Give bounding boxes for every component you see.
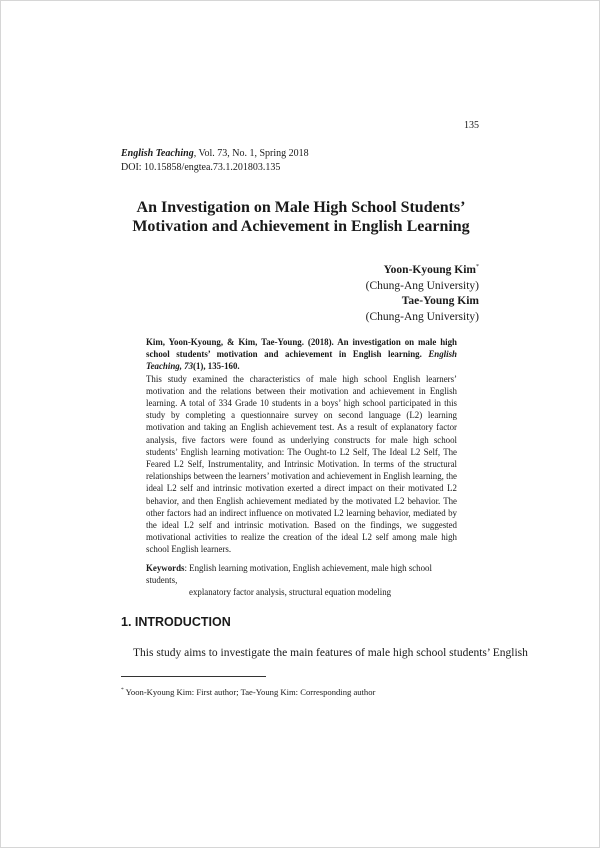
author-2-name: Tae-Young Kim: [401, 295, 479, 307]
introduction-text: This study aims to investigate the main features of male high school students’ English: [133, 647, 528, 659]
keywords-label: Keywords: [146, 563, 185, 573]
citation-journal: English Teaching, 73: [146, 349, 457, 372]
keywords-line-2: explanatory factor analysis, structural equation modeling: [189, 587, 392, 598]
footnote-divider: [121, 676, 266, 677]
author-block: [366, 263, 479, 325]
abstract: [146, 336, 457, 556]
author-2: [366, 294, 479, 310]
page-number: 135: [464, 120, 479, 131]
author-2-affiliation: (Chung-Ang University): [365, 310, 479, 323]
author-1-footnote-mark: *: [476, 264, 479, 271]
paper-title-line-2: Motivation and Achievement in English Learning: [132, 218, 470, 235]
citation-issue-pages: (1), 135-160.: [193, 361, 240, 372]
keywords-line-1: : English learning motivation, English achievement, male high school students,: [146, 563, 432, 586]
citation-text: Kim, Yoon-Kyoung, & Kim, Tae-Young. (2018). An investigation on male high school students’ motivation and achievement in English learning.: [146, 337, 457, 360]
keywords: [146, 562, 457, 599]
abstract-citation: [146, 336, 457, 373]
section-heading: 1. INTRODUCTION: [121, 615, 231, 629]
author-1-affiliation: (Chung-Ang University): [365, 279, 479, 292]
abstract-body: This study examined the characteristics of male high school English learners’ motivation and the relations between their motivation and achievement in English learning. A total of 334 Grade 10 students in a boys’ high school participated in this study by completing a questionnaire survey on second language (L2) learning motivation and taking an English achievement test. As a result of explanatory factor analysis, five factors were found as underlying constructs for male high school students’ English learning motivation: The Ought-to L2 Self, The Ideal L2 Self, The Feared L2 Self, Instrumentality, and Intrinsic Motivation. In terms of the structural relationships between the learners’ motivation and achievement in English learning, the ideal L2 self and intrinsic motivation exerted a direct impact on their motivated L2 behavior, and then English achievement mediated by the motivated L2 behavior. The other factors had an indirect influence on motivated L2 learning behavior, mediated by the ideal L2 self and intrinsic motivation. Based on the findings, we suggested motivational activities to realize the creation of the ideal L2 self among male high school English learners.: [146, 373, 457, 555]
journal-header: [121, 147, 309, 175]
paper-title-line-1: An Investigation on Male High School Students’: [136, 199, 466, 216]
author-1-name: Yoon-Kyoung Kim: [383, 264, 476, 276]
paper-title: [1, 198, 600, 236]
author-1: [366, 263, 479, 279]
journal-name: English Teaching: [121, 148, 194, 159]
footnote: [121, 687, 375, 697]
footnote-text: Yoon-Kyoung Kim: First author; Tae-Young Kim: Corresponding author: [123, 687, 376, 697]
journal-details: , Vol. 73, No. 1, Spring 2018: [193, 148, 309, 159]
journal-citation-line: [121, 147, 309, 161]
journal-doi: DOI: 10.15858/engtea.73.1.201803.135: [121, 162, 281, 173]
footnote-mark: *: [121, 687, 124, 694]
